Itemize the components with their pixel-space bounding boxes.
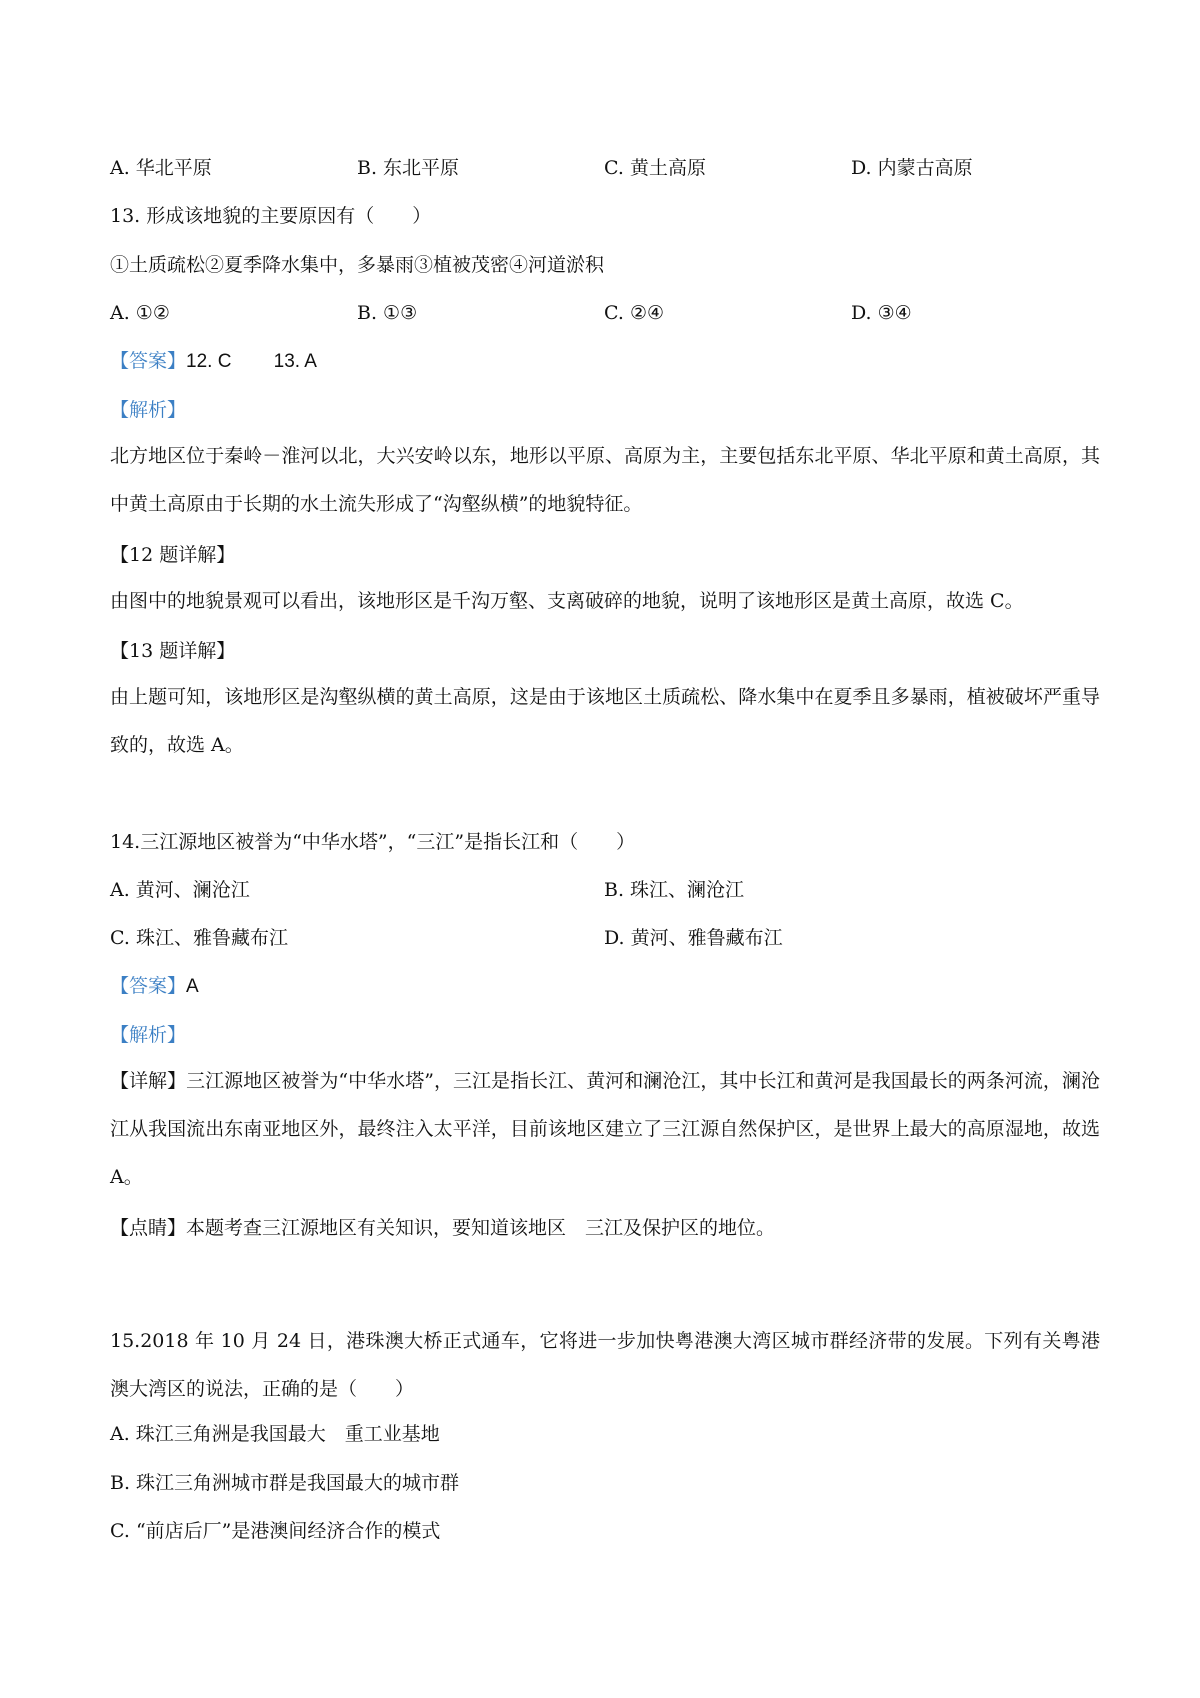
detail13-text: 由上题可知，该地形区是沟壑纵横的黄土高原，这是由于该地区土质疏松、降水集中在夏季且多暴雨，植被破坏严重导致的，故选 A。 <box>110 686 1100 756</box>
q13-option-d: D. ③④ <box>851 302 912 324</box>
q13-option-c: C. ②④ <box>604 302 665 324</box>
analysis-text: 北方地区位于秦岭－淮河以北，大兴安岭以东，地形以平原、高原为主，主要包括东北平原、华北平原和黄土高原，其中黄土高原由于长期的水土流失形成了“沟壑纵横”的地貌特征。 <box>110 445 1100 515</box>
q13-factors: ①土质疏松②夏季降水集中，多暴雨③植被茂密④河道淤积 <box>110 254 605 276</box>
q12-option-b: B. 东北平原 <box>357 157 460 179</box>
analysis-label: 【解析】 <box>110 1024 187 1046</box>
q15-option-a: A. 珠江三角洲是我国最大 重工业基地 <box>110 1423 440 1445</box>
q14-option-d: D. 黄河、雅鲁藏布江 <box>604 927 783 949</box>
q14-detail-text: 【详解】三江源地区被誉为“中华水塔”，三江是指长江、黄河和澜沧江，其中长江和黄河是我国最长的两条河流，澜沧江从我国流出东南亚地区外，最终注入太平洋，目前该地区建立了三江源自然保护区，是世界上最大的高原湿地，故选 A。 <box>110 1070 1100 1188</box>
q14-stem: 14.三江源地区被誉为“中华水塔”，“三江”是指长江和（ ） <box>110 831 636 853</box>
answer-text: 12. C 13. A <box>186 351 317 372</box>
q14-option-a: A. 黄河、澜沧江 <box>110 879 250 901</box>
q14-note: 【点睛】本题考查三江源地区有关知识，要知道该地区 三江及保护区的地位。 <box>110 1217 776 1239</box>
q12-option-c: C. 黄土高原 <box>604 157 706 179</box>
q12-option-a: A. 华北平原 <box>110 157 212 179</box>
q15-stem: 15.2018 年 10 月 24 日，港珠澳大桥正式通车，它将进一步加快粤港澳大湾区城市群经济带的发展。下列有关粤港澳大湾区的说法，正确的是（ ） <box>110 1330 1100 1400</box>
answer-text: A <box>186 976 199 997</box>
detail12-label: 【12 题详解】 <box>110 544 236 566</box>
q13-stem: 13. 形成该地貌的主要原因有（ ） <box>110 205 432 227</box>
q13-option-a: A. ①② <box>110 302 170 324</box>
answer-label: 【答案】 <box>110 975 187 997</box>
q12-option-d: D. 内蒙古高原 <box>851 157 973 179</box>
q15-option-b: B. 珠江三角洲城市群是我国最大的城市群 <box>110 1472 460 1494</box>
analysis-label: 【解析】 <box>110 399 187 421</box>
q14-option-b: B. 珠江、澜沧江 <box>604 879 745 901</box>
q15-option-c: C. “前店后厂”是港澳间经济合作的模式 <box>110 1520 441 1542</box>
answer-block-1 <box>110 347 1100 376</box>
q14-option-c: C. 珠江、雅鲁藏布江 <box>110 927 288 949</box>
detail12-text: 由图中的地貌景观可以看出，该地形区是千沟万壑、支离破碎的地貌，说明了该地形区是黄土高原，故选 C。 <box>110 590 1024 612</box>
answer-block-2 <box>110 972 1100 1001</box>
detail13-label: 【13 题详解】 <box>110 640 236 662</box>
q13-option-b: B. ①③ <box>357 302 418 324</box>
answer-label: 【答案】 <box>110 350 187 372</box>
